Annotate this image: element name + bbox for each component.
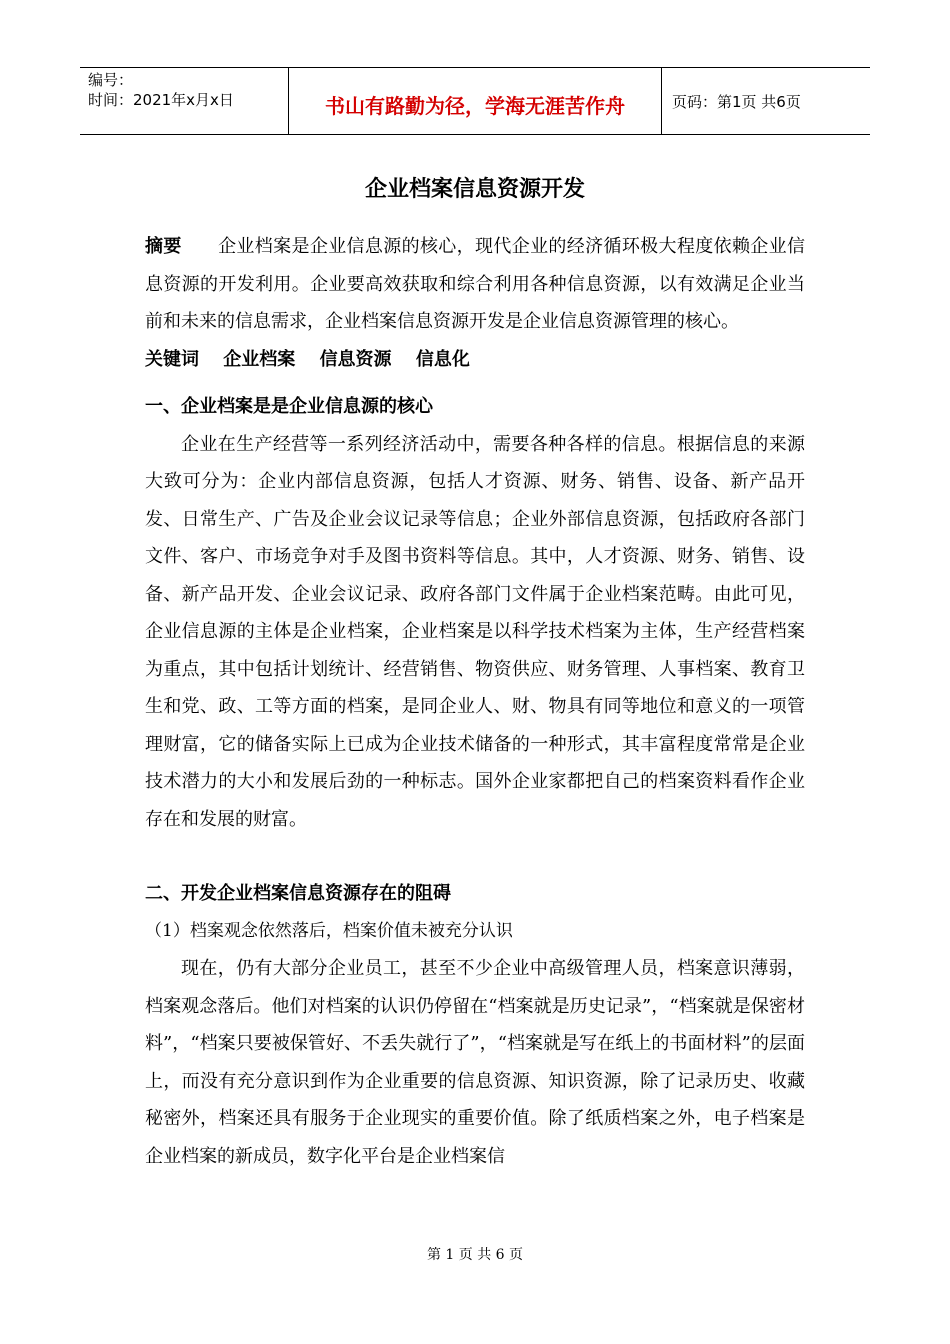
header-page-info: 页码：第1页 共6页 bbox=[662, 68, 871, 135]
section-2-subheading: （1）档案观念依然落后，档案价值未被充分认识 bbox=[145, 920, 513, 941]
document-title: 企业档案信息资源开发 bbox=[364, 177, 585, 202]
section-2-heading: 二、开发企业档案信息资源存在的阻碍 bbox=[145, 883, 451, 904]
keywords-label: 关键词 bbox=[145, 348, 199, 370]
document-body bbox=[145, 228, 805, 1175]
header-date-label: 时间：2021年x月x日 bbox=[88, 91, 234, 109]
keyword-item: 信息化 bbox=[415, 348, 470, 370]
header-number-label: 编号： bbox=[88, 71, 134, 89]
keyword-item: 企业档案 bbox=[223, 348, 296, 370]
section-1-paragraph: 企业在生产经营等一系列经济活动中，需要各种各样的信息。根据信息的来源大致可分为：企业内部信息资源，包括人才资源、财务、销售、设备、新产品开发、日常生产、广告及企业会议记录等信息；企业外部信息资源，包括政府各部门文件、客户、市场竞争对手及图书资料等信息。其中，人才资源、财务、销售、设备、新产品开发、企业会议记录、政府各部门文件属于企业档案范畴。由此可见，企业信息源的主体是企业档案，企业档案是以科学技术档案为主体，生产经营档案为重点，其中包括计划统计、经营销售、物资供应、财务管理、人事档案、教育卫生和党、政、工等方面的档案，是同企业人、财、物具有同等地位和意义的一项管理财富，它的储备实际上已成为企业技术储备的一种形式，其丰富程度常常是企业技术潜力的大小和发展后劲的一种标志。国外企业家都把自己的档案资料看作企业存在和发展的财富。 bbox=[145, 433, 805, 830]
header-motto: 书山有路勤为径，学海无涯苦作舟 bbox=[289, 68, 662, 135]
keywords-line bbox=[145, 341, 805, 379]
abstract-paragraph bbox=[145, 228, 805, 341]
page-footer: 第 1 页 共 6 页 bbox=[426, 1247, 524, 1263]
keyword-item: 信息资源 bbox=[319, 348, 392, 370]
abstract-text: 企业档案是企业信息源的核心，现代企业的经济循环极大程度依赖企业信息资源的开发利用。企业要高效获取和综合利用各种信息资源，以有效满足企业当前和未来的信息需求，企业档案信息资源开发是企业信息资源管理的核心。 bbox=[145, 236, 806, 332]
section-2-paragraph: 现在，仍有大部分企业员工，甚至不少企业中高级管理人员，档案意识薄弱，档案观念落后。他们对档案的认识仍停留在“档案就是历史记录”，“档案就是保密材料”，“档案只要被保管好、不丢失就行了”，“档案就是写在纸上的书面材料”的层面上，而没有充分意识到作为企业重要的信息资源、知识资源，除了记录历史、收藏秘密外，档案还具有服务于企业现实的重要价值。除了纸质档案之外，电子档案是企业档案的新成员，数字化平台是企业档案信 bbox=[145, 958, 805, 1167]
section-1-heading: 一、企业档案是是企业信息源的核心 bbox=[145, 396, 433, 417]
header-table bbox=[80, 67, 870, 135]
header-meta-cell bbox=[80, 68, 289, 135]
abstract-label: 摘要 bbox=[145, 236, 182, 257]
